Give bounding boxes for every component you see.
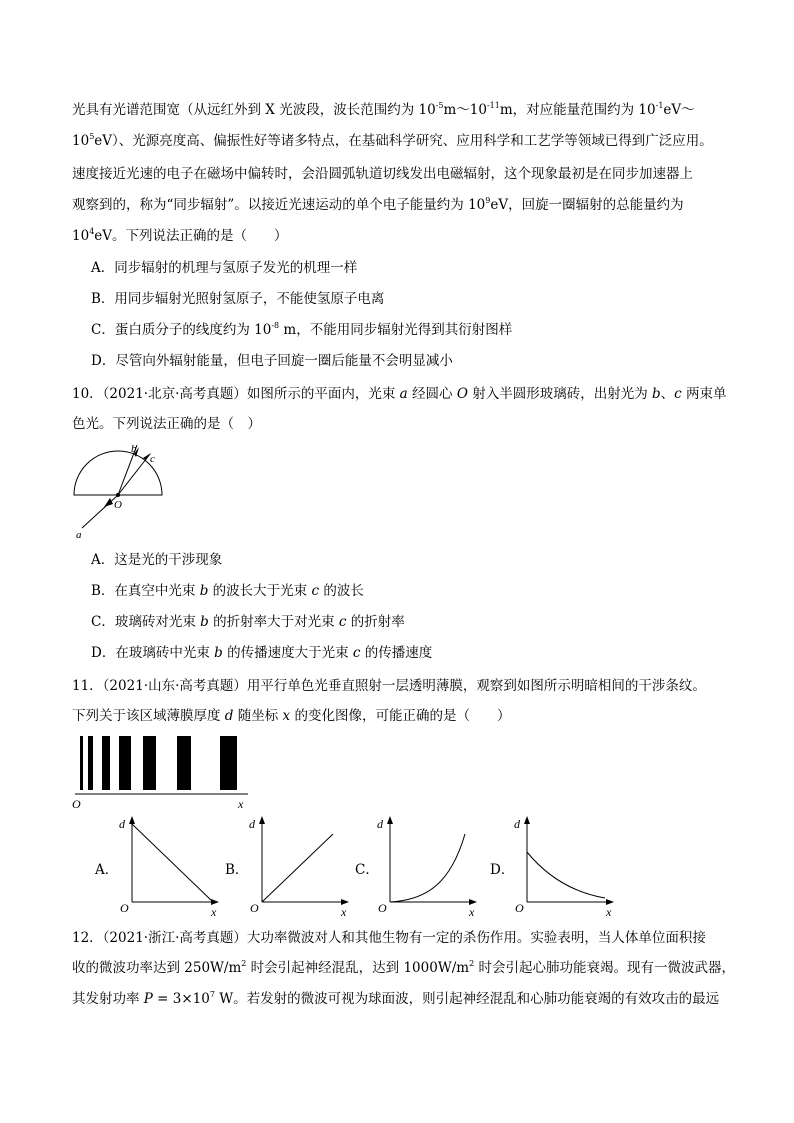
svg-text:d: d [249,817,255,831]
beam-a [82,495,118,528]
label-O: O [72,797,81,811]
fringe-stripe [80,736,83,790]
q9-line-2: $10^5eV$）、光源亮度高、偏振性好等诸多特点，在基础科学研究、应用科学和工艺学等领域已得到广泛应用。 [72,132,713,149]
q9-option-d: D．尽管向外辐射能量，但电子回旋一圈后能量不会明显减小 [91,353,453,369]
beam-c [118,454,150,495]
q10-option-d: D．在玻璃砖中光束 b 的传播速度大于光束 c 的传播速度 [91,645,433,661]
q9-line-3: 速度接近光速的电子在磁场中偏转时，会沿圆弧轨道切线发出电磁辐射，这个现象最初是在同步加速器上 [72,166,693,182]
svg-text:x: x [341,905,347,919]
fringe-stripe [88,736,93,790]
label-b: b [131,443,137,455]
svg-text:O: O [378,901,387,915]
q10-option-c: C．玻璃砖对光束 b 的折射率大于对光束 c 的折射率 [91,614,405,630]
q12-stem-line-2: 收的微波功率达到 $250W/m^2$ 时会引起神经混乱，达到 $1000W/m^2$ 时会引起心肺功能衰竭。现有一微波武器， [72,959,735,976]
fringe-stripe [177,736,191,790]
q11-graph-c [373,812,483,920]
q12-stem-line-3: 其发射功率 $P = 3\times 10^7$ W。若发射的微波可视为球面波，则引起神经混乱和心肺功能衰竭的有效攻击的最远 [72,990,720,1007]
center-point [116,493,120,497]
glass-semicircle [74,451,162,495]
svg-text:x: x [606,905,612,919]
q11-option-a-label: A． [95,862,119,878]
curve-linear-increasing [262,834,333,902]
fringe-stripe [102,736,110,790]
q9-option-a: A．同步辐射的机理与氢原子发光的机理一样 [91,260,358,276]
curve-concave-decreasing [527,852,605,898]
q9-option-b: B．用同步辐射光照射氢原子，不能使氢原子电离 [91,291,385,307]
label-x: x [238,797,244,811]
q10-option-b: B．在真空中光束 b 的波长大于光束 c 的波长 [91,583,364,599]
q11-fringe-pattern [70,730,260,812]
label-c: c [150,453,155,465]
q10-semicircle-figure [68,440,178,542]
svg-text:d: d [119,817,125,831]
svg-text:d: d [377,817,383,831]
svg-text:O: O [250,901,259,915]
svg-text:x: x [211,905,217,919]
q10-stem-line-2: 色光。下列说法正确的是（ ） [72,416,261,432]
q11-graph-a [115,812,225,920]
fringe-stripe [143,736,156,790]
q10-option-a: A．这是光的干涉现象 [91,552,223,568]
beam-a-arrow [104,498,113,507]
curve-convex-increasing [390,834,465,902]
q12-stem-line-1: 12．（2021·浙江·高考真题）大功率微波对人和其他生物有一定的杀伤作用。实验表明，当人体单位面积接 [72,930,706,946]
q11-graph-b [245,812,355,920]
q9-line-1: 光具有光谱范围宽（从远红外到 X 光波段，波长范围约为 $10^{-5}m\sim 10^{-11}m$，对应能量范围约为 $10^{-1}eV\sim$ [72,101,695,118]
q11-option-b-label: B． [225,862,249,878]
curve-linear-decreasing [132,824,213,902]
q11-graph-d [510,812,620,920]
svg-text:O: O [120,901,129,915]
fringe-stripe [119,736,131,790]
fringe-stripe [220,736,237,790]
q9-line-4: 观察到的，称为“同步辐射”。以接近光速运动的单个电子能量约为 $10^9eV$，回旋一圈辐射的总能量约为 [72,196,684,213]
svg-text:O: O [515,901,524,915]
q10-stem-line-1: 10．（2021·北京·高考真题）如图所示的平面内，光束 a 经圆心 O 射入半圆形玻璃砖，出射光为 b、c 两束单 [72,386,727,402]
svg-text:x: x [469,905,475,919]
q11-option-d-label: D． [490,862,515,878]
svg-text:d: d [514,817,520,831]
q9-option-c: C．蛋白质分子的线度约为 $10^{-8}$ m，不能用同步辐射光得到其衍射图样 [91,321,513,338]
q11-stem-line-2: 下列关于该区域薄膜厚度 d 随坐标 x 的变化图像，可能正确的是（ ） [72,708,511,724]
label-O: O [114,499,122,511]
q9-line-5: $10^4eV$。下列说法正确的是（ ） [72,227,288,244]
q11-option-c-label: C． [355,862,379,878]
label-a: a [76,529,82,541]
q11-stem-line-1: 11．（2021·山东·高考真题）用平行单色光垂直照射一层透明薄膜，观察到如图所示明暗相间的干涉条纹。 [72,678,706,694]
